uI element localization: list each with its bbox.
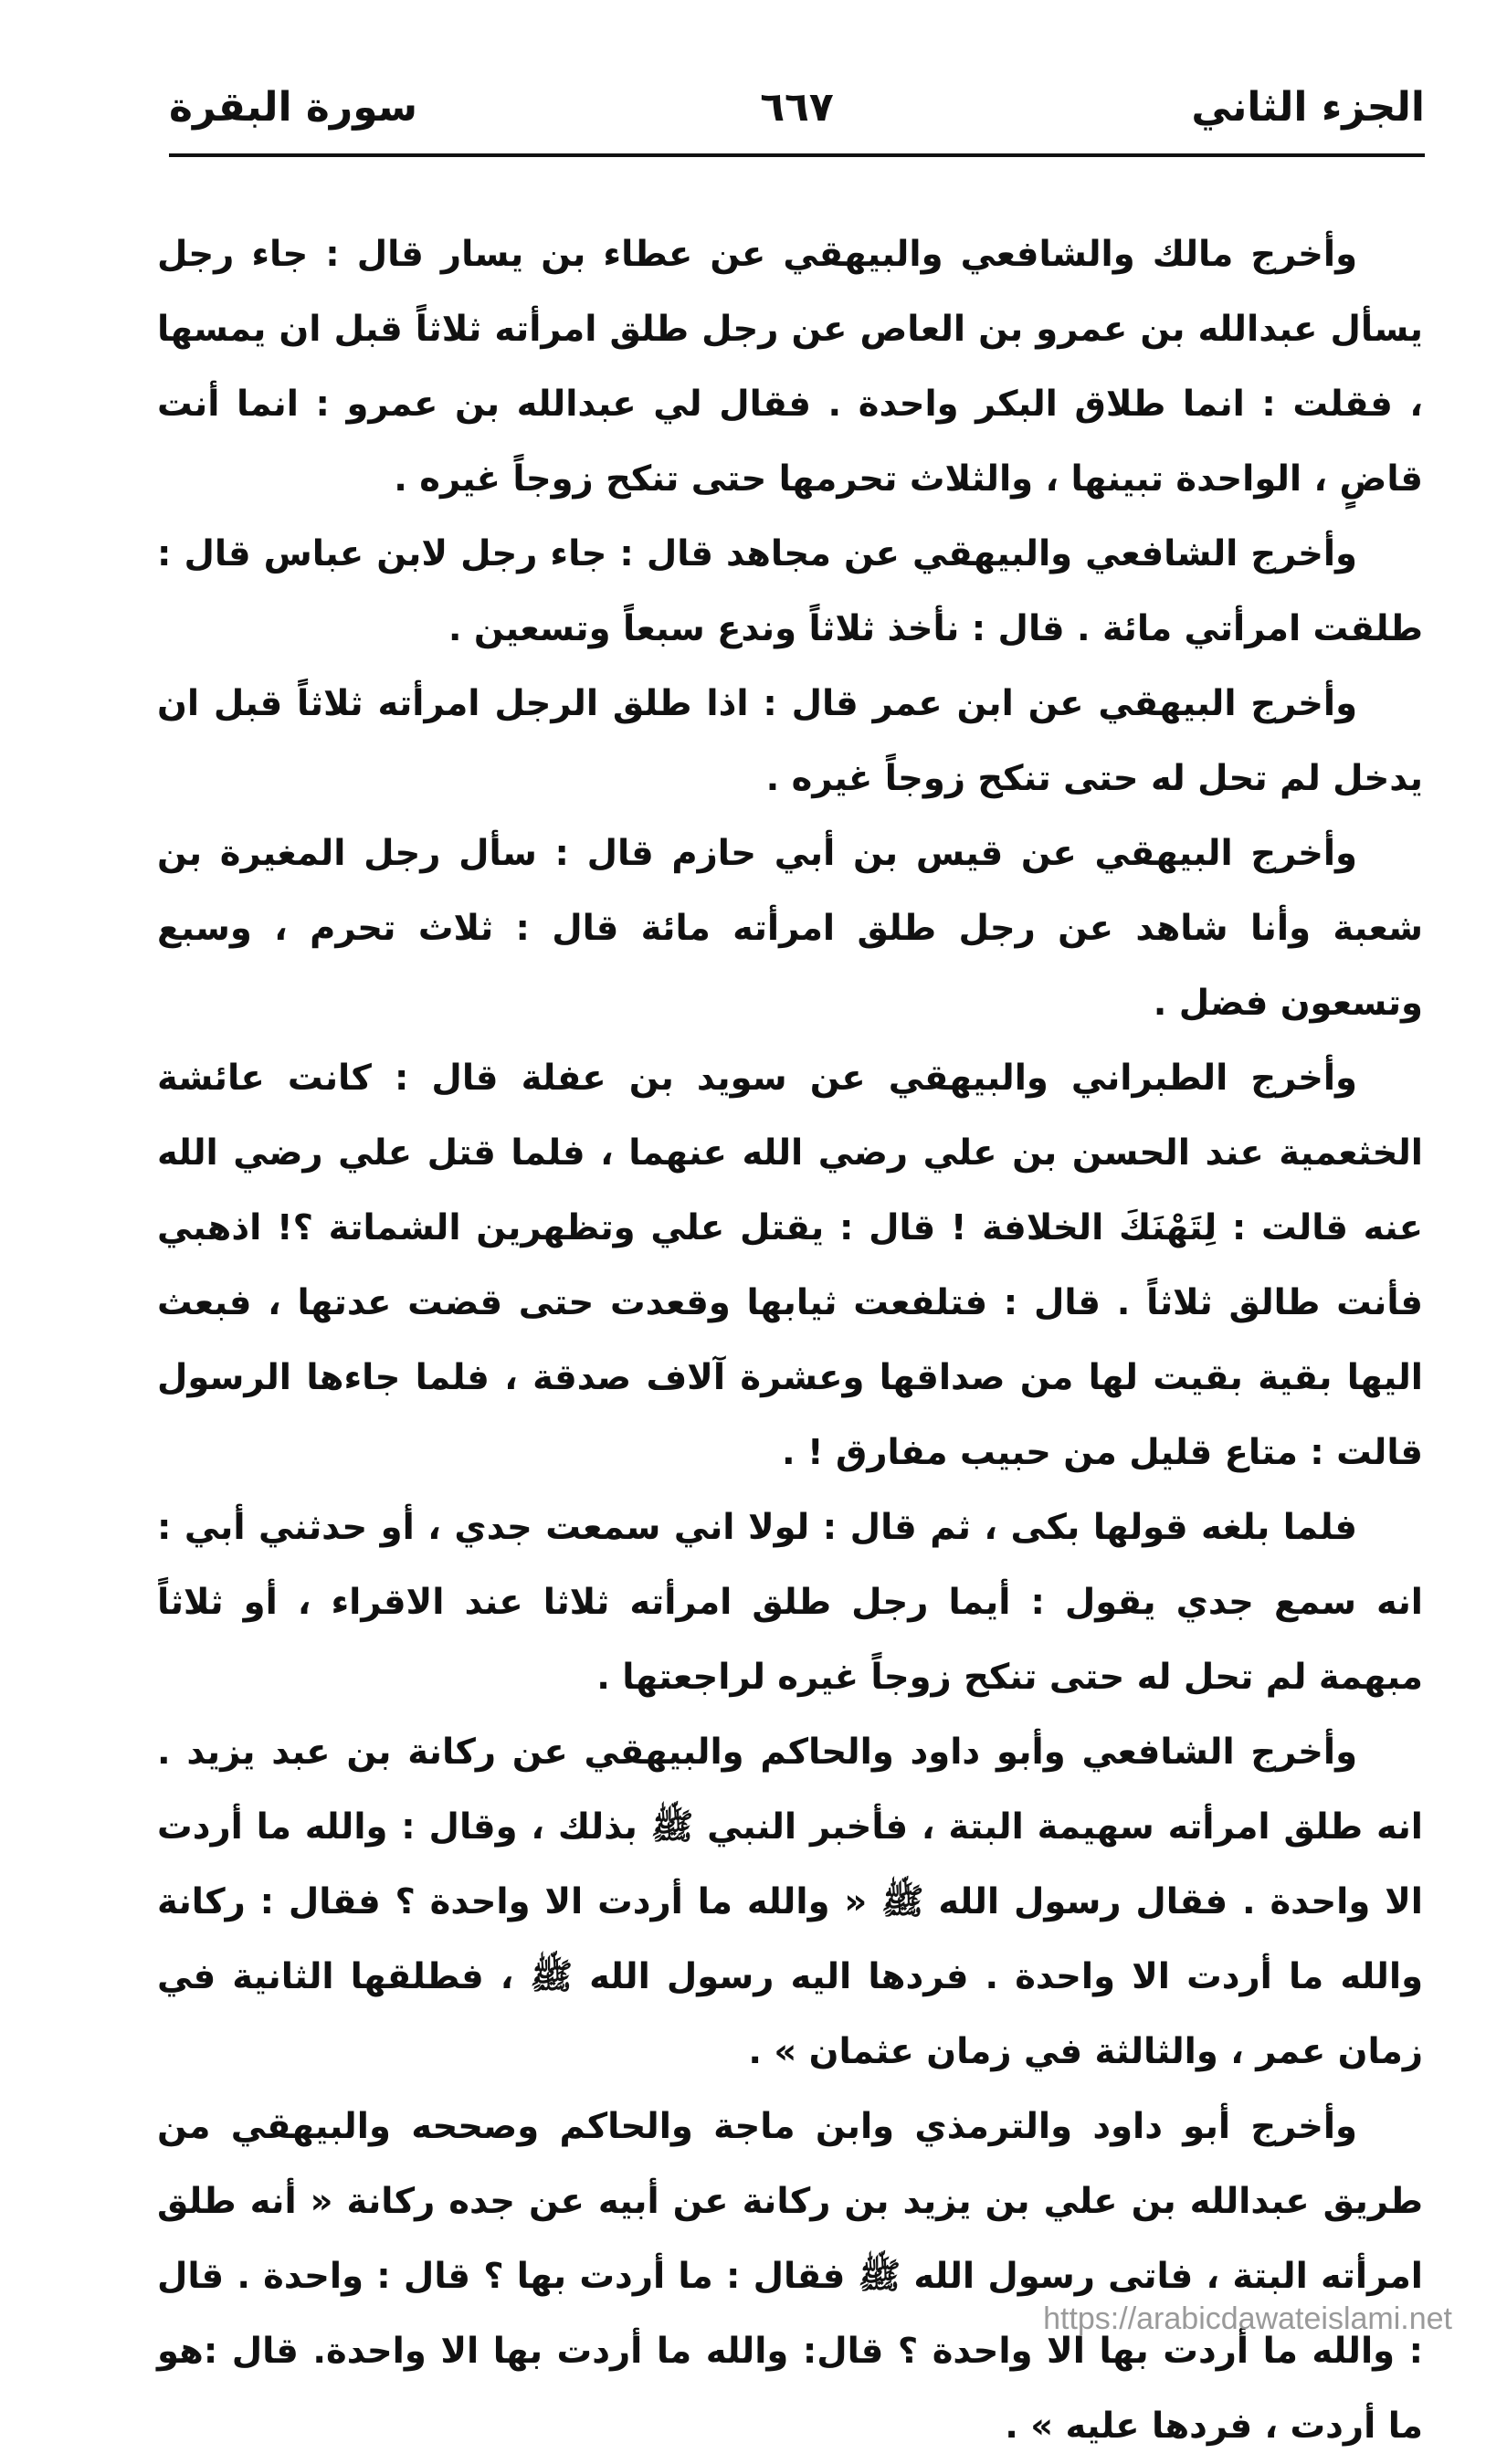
header-rule	[169, 153, 1425, 157]
paragraph: وأخرج الشافعي وأبو داود والحاكم والبيهقي عن ركانة بن عبد يزيد . انه طلق امرأته سهيمة البتة ، فأخبر النبي ﷺ بذلك ، وقال : والله ما أردت الا واحدة . فقال رسول الله ﷺ « والله ما أردت الا واحدة ؟ فقال : ركانة والله ما أردت الا واحدة . فردها اليه رسول الله ﷺ ، فطلقها الثانية في زمان عمر ، والثالثة في زمان عثمان » .	[157, 1732, 1423, 2072]
page-header	[169, 71, 1425, 144]
page-body	[157, 217, 1423, 2464]
paragraph: وأخرج أبو داود والترمذي وابن ماجة والحاكم وصححه والبيهقي من طريق عبدالله بن علي بن يزيد بن ركانة عن أبيه عن جده ركانة « أنه طلق امرأته البتة ، فاتى رسول الله ﷺ فقال : ما أردت بها ؟ قال : واحدة . قال : والله ما أردت بها الا واحدة ؟ قال: والله ما أردت بها الا واحدة. قال :هو ما أردت ، فردها عليه » .	[157, 2106, 1423, 2447]
part-title: الجزء الثاني	[1191, 84, 1425, 131]
paragraph: وأخرج البيهقي عن ابن عمر قال : اذا طلق الرجل امرأته ثلاثاً قبل ان يدخل لم تحل له حتى تنكح زوجاً غيره .	[157, 683, 1423, 799]
paragraph: فلما بلغه قولها بكى ، ثم قال : لولا اني سمعت جدي ، أو حدثني أبي : انه سمع جدي يقول : أيما رجل طلق امرأته ثلاثا عند الاقراء ، أو ثلاثاً مبهمة لم تحل له حتى تنكح زوجاً غيره لراجعتها .	[157, 1507, 1423, 1698]
surah-title: سورة البقرة	[169, 84, 418, 131]
paragraph: وأخرج البيهقي عن قيس بن أبي حازم قال : سأل رجل المغيرة بن شعبة وأنا شاهد عن رجل طلق امرأته مائة قال : ثلاث تحرم ، وسبع وتسعون فضل .	[157, 833, 1423, 1024]
paragraph: وأخرج الشافعي والبيهقي عن مجاهد قال : جاء رجل لابن عباس قال : طلقت امرأتي مائة . قال : نأخذ ثلاثاً وندع سبعاً وتسعين .	[157, 533, 1423, 649]
paragraph: وأخرج الطبراني والبيهقي عن سويد بن عفلة قال : كانت عائشة الخثعمية عند الحسن بن علي رضي الله عنهما ، فلما قتل علي رضي الله عنه قالت : لِتَهْنَكَ الخلافة ! قال : يقتل علي وتظهرين الشماتة ؟! اذهبي فأنت طالق ثلاثاً . قال : فتلفعت ثيابها وقعدت حتى قضت عدتها ، فبعث اليها بقية بقيت لها من صداقها وعشرة آلاف صدقة ، فلما جاءها الرسول قالت : متاع قليل من حبيب مفارق ! .	[157, 1058, 1423, 1473]
paragraph: وأخرج مالك والشافعي والبيهقي عن عطاء بن يسار قال : جاء رجل يسأل عبدالله بن عمرو بن العاص عن رجل طلق امرأته ثلاثاً قبل ان يمسها ، فقلت : انما طلاق البكر واحدة . فقال لي عبدالله بن عمرو : انما أنت قاضٍ ، الواحدة تبينها ، والثلاث تحرمها حتى تنكح زوجاً غيره .	[157, 234, 1423, 500]
source-watermark: https://arabicdawateislami.net	[1043, 2301, 1452, 2336]
page-number: ٦٦٧	[760, 84, 834, 131]
